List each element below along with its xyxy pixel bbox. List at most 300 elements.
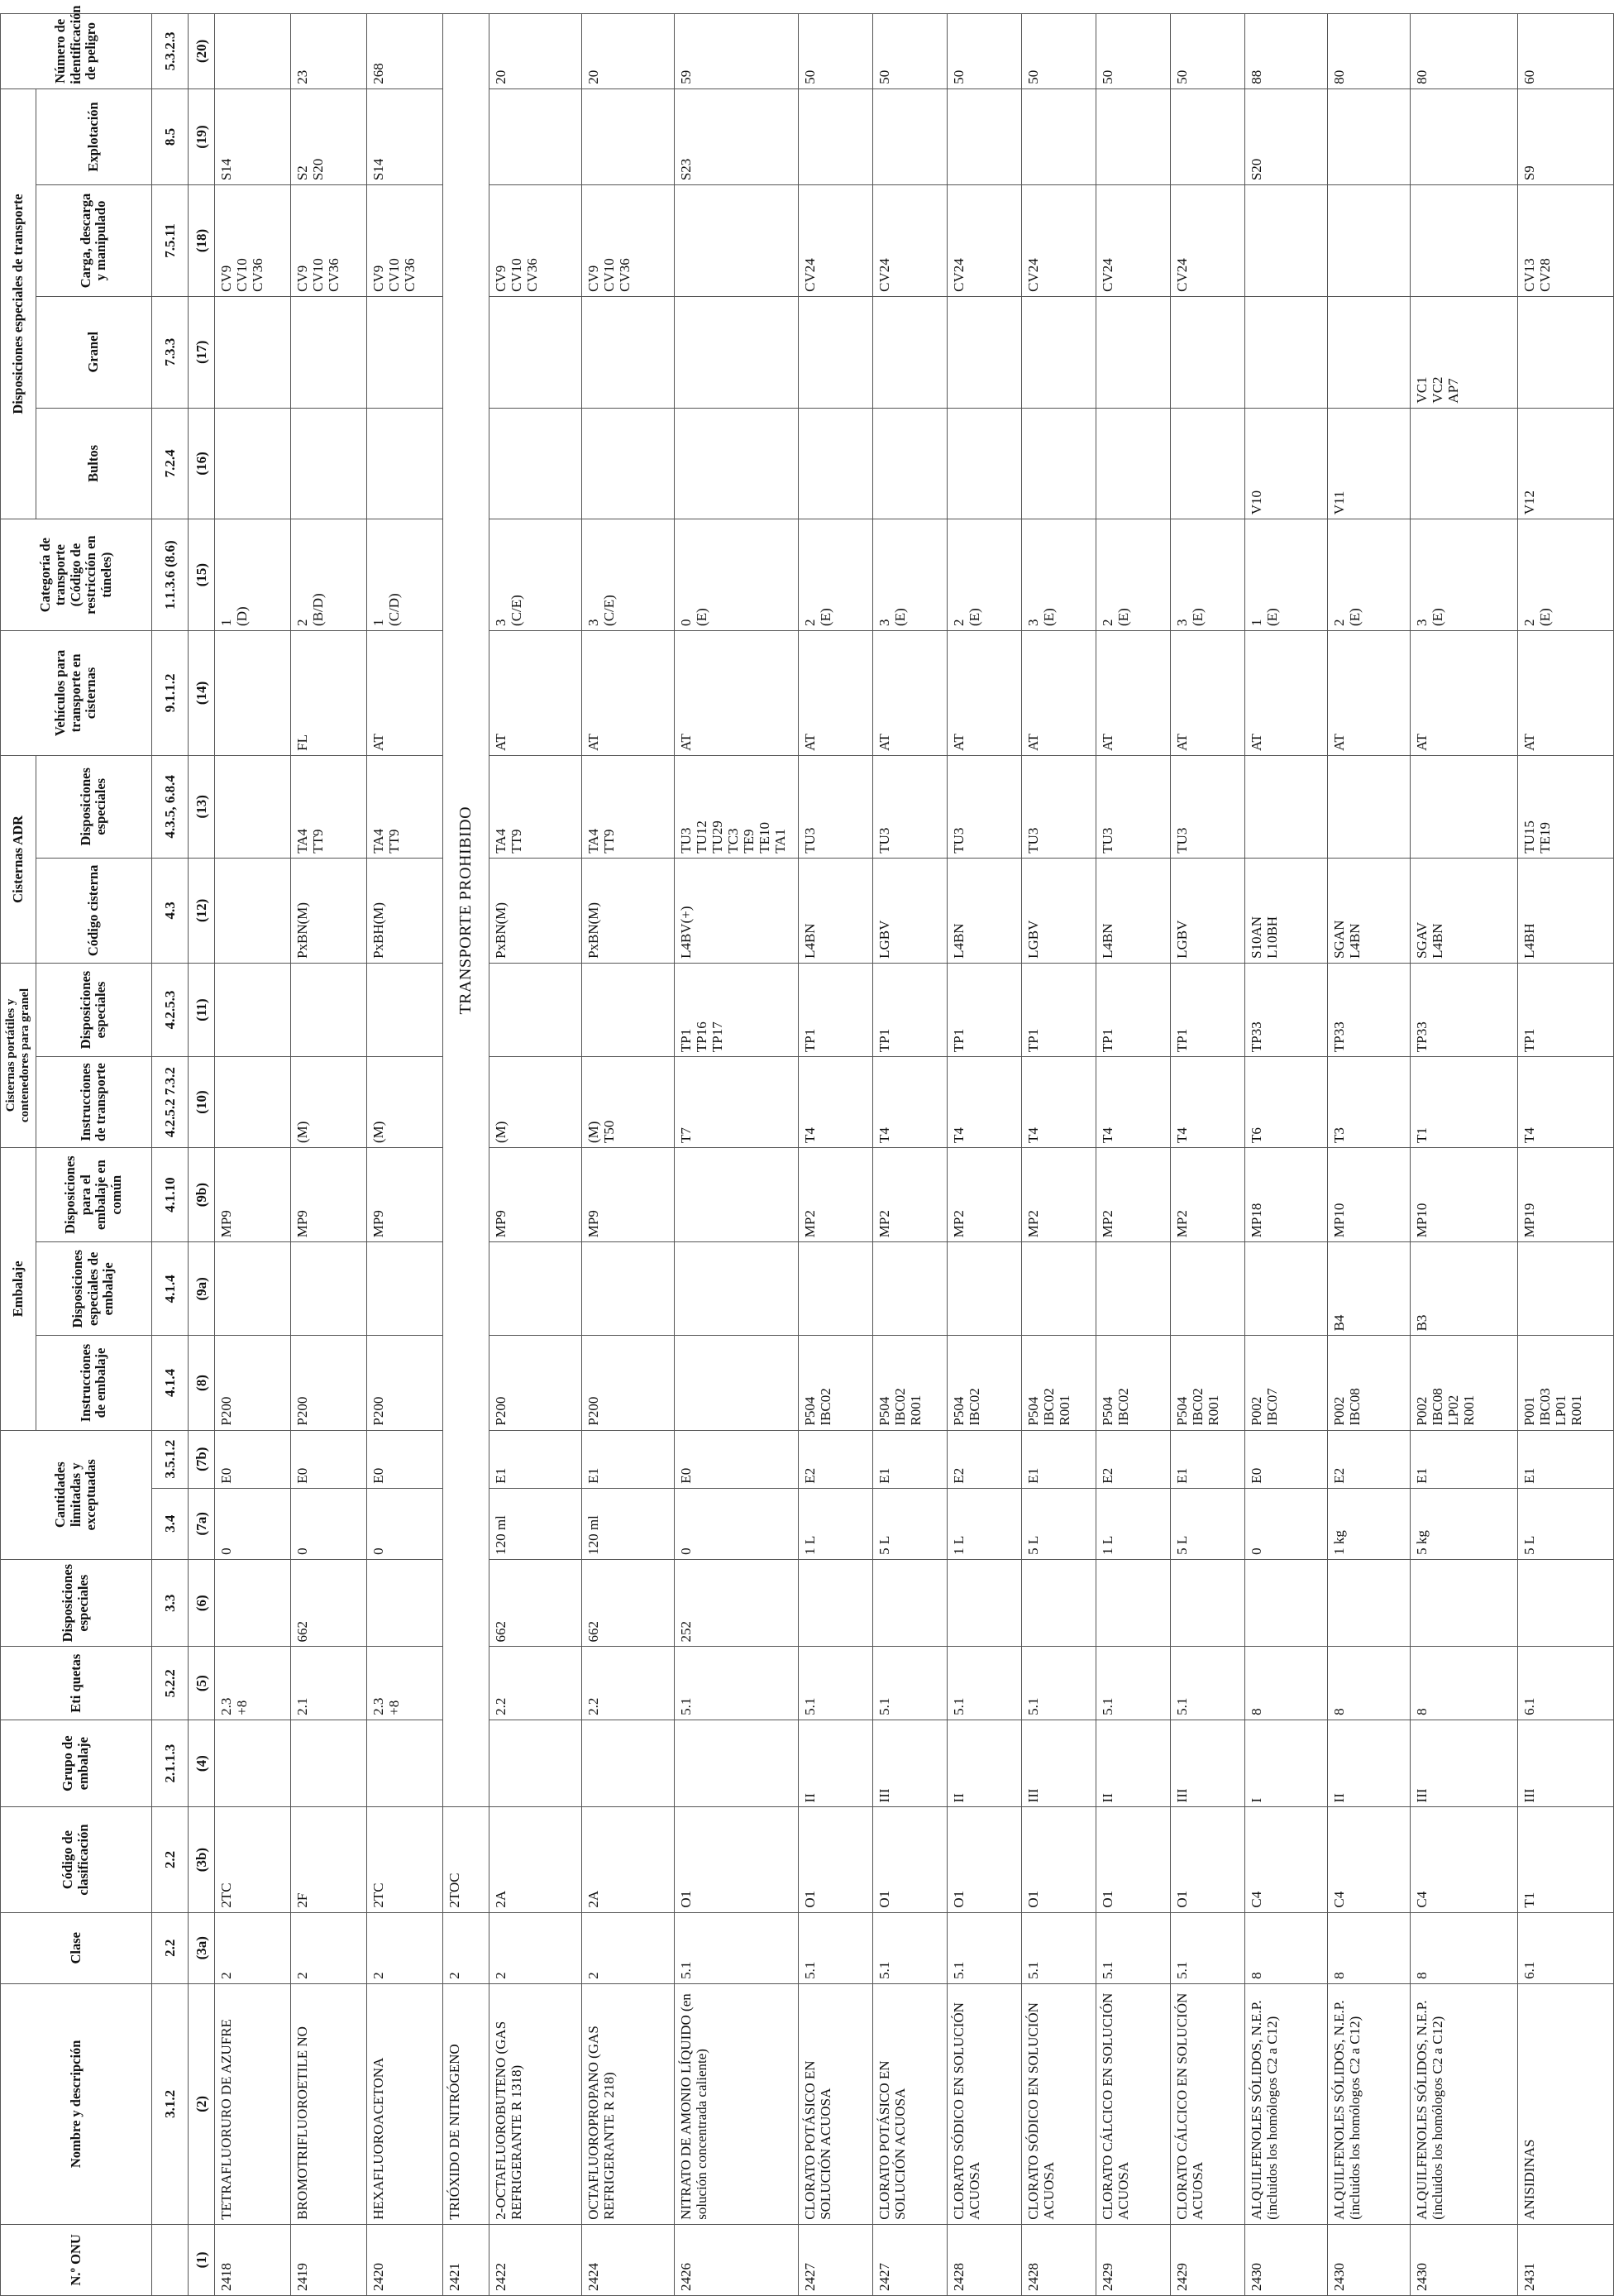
table-cell [674,296,798,408]
column-number-cell: (11) [188,963,214,1056]
table-cell: 50 [947,14,1021,89]
table-cell [1327,755,1410,858]
table-cell: 80 [1327,14,1410,89]
table-cell: LGBV [1170,858,1244,963]
table-cell: AT [1096,630,1170,755]
header-name-description: Nombre y descripción [1,1983,152,2224]
table-cell [1517,296,1613,408]
table-cell: 50 [1021,14,1096,89]
table-cell [581,296,674,408]
table-cell [1096,1242,1170,1336]
table-cell: III [872,1720,947,1807]
table-cell: T4 [1170,1057,1244,1148]
table-cell [366,963,442,1056]
table-cell: SGAN L4BN [1327,858,1410,963]
table-cell: I [1244,1720,1327,1807]
table-cell [674,1336,798,1430]
table-cell: TA4 TT9 [366,755,442,858]
group-header-adr-tanks: Cisternas ADR [1,755,36,963]
table-cell: P504 IBC02 [798,1336,872,1430]
table-cell: 8 [1327,1647,1410,1720]
table-cell: T4 [1021,1057,1096,1148]
table-cell [489,1242,581,1336]
table-cell: 120 ml [489,1488,581,1559]
table-cell: ANISIDINAS [1517,1983,1613,2224]
table-cell: E2 [1096,1430,1170,1488]
table-cell [947,296,1021,408]
ref-cell: 3.5.1.2 [151,1430,188,1488]
table-cell: HEXAFLUOROACETONA [366,1983,442,2224]
table-row [674,14,798,2296]
table-cell [1021,408,1096,519]
header-un-number: N.º ONU [1,2224,152,2295]
table-cell [214,963,290,1056]
table-cell: AT [366,630,442,755]
table-cell [947,1242,1021,1336]
table-cell [1327,185,1410,297]
table-cell: 0 [214,1488,290,1559]
table-cell: 8 [1410,1912,1517,1983]
column-number-cell: (18) [188,185,214,297]
table-row [1327,14,1410,2296]
table-cell: B4 [1327,1242,1410,1336]
table-cell [489,88,581,184]
table-cell: P504 IBC02 R001 [872,1336,947,1430]
table-cell: II [798,1720,872,1807]
table-cell [489,408,581,519]
table-cell: CLORATO SÓDICO EN SOLUCIÓN ACUOSA [947,1983,1021,2224]
table-cell: 2TOC [442,1807,489,1912]
table-cell: (M) [290,1057,366,1148]
column-number-cell: (4) [188,1720,214,1807]
header-transport-category: Categoría de transporte (Código de restricción en túneles) [1,519,152,631]
table-cell: 59 [674,14,798,89]
table-cell: E0 [366,1430,442,1488]
ref-cell: 1.1.3.6 (8.6) [151,519,188,631]
table-cell: E2 [798,1430,872,1488]
ref-cell: 7.5.11 [151,185,188,297]
table-cell: 8 [1410,1647,1517,1720]
table-cell: 3 (C/E) [581,519,674,631]
table-cell [1327,88,1410,184]
table-cell: 2 [581,1912,674,1983]
table-cell [290,1720,366,1807]
table-cell: CLORATO CÁLCICO EN SOLUCIÓN ACUOSA [1096,1983,1170,2224]
dangerous-goods-table [0,5,1614,2296]
table-cell: PxBN(M) [290,858,366,963]
table-cell [290,296,366,408]
ref-cell: 9.1.1.2 [151,630,188,755]
ref-cell: 4.1.10 [151,1148,188,1242]
table-cell: TU3 [872,755,947,858]
table-cell: O1 [1096,1807,1170,1912]
table-cell [947,88,1021,184]
table-cell: 5.1 [947,1647,1021,1720]
table-cell [1244,296,1327,408]
table-cell: (M) [366,1057,442,1148]
column-number-cell: (3b) [188,1807,214,1912]
table-cell [798,296,872,408]
table-cell: 6.1 [1517,1912,1613,1983]
table-cell: T1 [1517,1807,1613,1912]
header-hazard-id-number: Número de identificación de peligro [1,14,152,89]
table-cell: AT [489,630,581,755]
header-portable-tank-special: Disposiciones especiales [36,963,151,1056]
table-cell: MP9 [290,1148,366,1242]
table-cell: 2 [366,1912,442,1983]
table-cell: 0 [1244,1488,1327,1559]
table-cell: CV9 CV10 CV36 [489,185,581,297]
table-cell [1517,1559,1613,1647]
table-cell [1021,296,1096,408]
table-cell [290,1242,366,1336]
table-cell [872,408,947,519]
table-cell: OCTAFLUOROPROPANO (GAS REFRIGERANTE R 218) [581,1983,674,2224]
table-cell: P200 [489,1336,581,1430]
column-number-cell: (1) [188,2224,214,2295]
column-number-cell: (7b) [188,1430,214,1488]
table-row [581,14,674,2296]
table-cell: P504 IBC02 R001 [1170,1336,1244,1430]
table-cell: 252 [674,1559,798,1647]
table-cell: 1 L [947,1488,1021,1559]
table-cell [1244,1559,1327,1647]
table-row [1170,14,1244,2296]
table-cell: 5 L [1517,1488,1613,1559]
table-cell: T4 [1517,1057,1613,1148]
table-cell: 5.1 [1170,1912,1244,1983]
table-cell: MP2 [1021,1148,1096,1242]
header-mixed-packing: Disposiciones para el embalaje en común [36,1148,151,1242]
table-cell: S10AN L10BH [1244,858,1327,963]
table-cell: ALQUILFENOLES SÓLIDOS, N.E.P. (incluidos los homólogos C2 a C12) [1244,1983,1327,2224]
table-cell: 1 (E) [1244,519,1327,631]
column-number-cell: (16) [188,408,214,519]
reference-row [151,14,188,2296]
table-cell [1096,296,1170,408]
table-cell: 2420 [366,2224,442,2295]
table-cell: P002 IBC07 [1244,1336,1327,1430]
table-cell [214,296,290,408]
table-cell: 50 [872,14,947,89]
header-tank-special: Disposiciones especiales [36,755,151,858]
table-cell: 2426 [674,2224,798,2295]
table-cell: S14 [366,88,442,184]
table-cell: P200 [214,1336,290,1430]
table-cell: PxBN(M) [581,858,674,963]
header-transport-instructions: Instrucciones de transporte [36,1057,151,1148]
table-cell [1170,1559,1244,1647]
table-cell: II [1096,1720,1170,1807]
table-cell [581,963,674,1056]
column-number-cell: (2) [188,1983,214,2224]
table-cell [798,1242,872,1336]
table-cell: 5.1 [674,1647,798,1720]
table-cell: O1 [1021,1807,1096,1912]
table-cell: P504 IBC02 [1096,1336,1170,1430]
table-cell: TA4 TT9 [290,755,366,858]
table-cell: 1 L [1096,1488,1170,1559]
table-cell: CV24 [947,185,1021,297]
table-row [798,14,872,2296]
table-cell [1517,1242,1613,1336]
table-cell: III [1021,1720,1096,1807]
table-cell: 5.1 [674,1912,798,1983]
table-cell: 2427 [872,2224,947,2295]
header-bulk: Granel [36,296,151,408]
header-packing-group: Grupo de embalaje [1,1720,152,1807]
table-cell: MP19 [1517,1148,1613,1242]
table-cell: 1 kg [1327,1488,1410,1559]
table-cell: MP2 [1096,1148,1170,1242]
header-packing-instructions: Instrucciones de embalaje [36,1336,151,1430]
table-cell: TP33 [1410,963,1517,1056]
table-cell: T7 [674,1057,798,1148]
table-cell: AT [872,630,947,755]
table-cell [872,1559,947,1647]
table-cell: LGBV [1021,858,1096,963]
table-cell: L4BV(+) [674,858,798,963]
table-cell: 2 [442,1912,489,1983]
table-cell: 2.2 [581,1647,674,1720]
table-cell: III [1410,1720,1517,1807]
table-cell: TP1 [798,963,872,1056]
table-cell: MP2 [872,1148,947,1242]
table-cell [1410,185,1517,297]
table-cell: 8 [1327,1912,1410,1983]
table-cell: 5.1 [798,1647,872,1720]
ref-cell: 8.5 [151,88,188,184]
table-cell: T4 [1096,1057,1170,1148]
table-cell: TU3 [1170,755,1244,858]
ref-cell: 2.1.1.3 [151,1720,188,1807]
table-cell: TP1 [1170,963,1244,1056]
table-cell: MP2 [947,1148,1021,1242]
table-cell: CV9 CV10 CV36 [366,185,442,297]
table-cell: CV9 CV10 CV36 [290,185,366,297]
table-cell: 3 (C/E) [489,519,581,631]
table-cell: L4BN [1096,858,1170,963]
table-cell: 1 L [798,1488,872,1559]
table-cell [581,1720,674,1807]
ref-cell: 2.2 [151,1807,188,1912]
table-cell [798,408,872,519]
table-cell: E1 [1170,1430,1244,1488]
table-cell: CV9 CV10 CV36 [214,185,290,297]
table-cell: L4BN [947,858,1021,963]
table-cell: MP9 [489,1148,581,1242]
table-cell: 8 [1244,1647,1327,1720]
table-cell: 2 (E) [1327,519,1410,631]
column-number-cell: (15) [188,519,214,631]
table-row [1244,14,1327,2296]
table-cell: MP9 [581,1148,674,1242]
table-cell: CV13 CV28 [1517,185,1613,297]
table-cell: AT [1021,630,1096,755]
table-cell: O1 [674,1807,798,1912]
table-row [1517,14,1613,2296]
table-cell: E2 [947,1430,1021,1488]
table-row [489,14,581,2296]
table-cell [366,1720,442,1807]
ref-cell: 3.3 [151,1559,188,1647]
table-cell: VC1 VC2 AP7 [1410,296,1517,408]
table-cell [1410,1559,1517,1647]
table-cell: 2TC [214,1807,290,1912]
table-cell: T3 [1327,1057,1410,1148]
table-cell [1410,88,1517,184]
ref-cell: 5.3.2.3 [151,14,188,89]
table-cell: 2 (B/D) [290,519,366,631]
table-cell [1244,1242,1327,1336]
table-cell: P504 IBC02 R001 [1021,1336,1096,1430]
table-cell: E0 [1244,1430,1327,1488]
group-header-packaging: Embalaje [1,1148,36,1431]
table-cell: ALQUILFENOLES SÓLIDOS, N.E.P. (incluidos los homólogos C2 a C12) [1410,1983,1517,2224]
table-cell [581,408,674,519]
ref-cell: 7.3.3 [151,296,188,408]
table-cell: TP1 [1021,963,1096,1056]
table-cell [489,296,581,408]
table-cell: 2424 [581,2224,674,2295]
table-cell: 0 (E) [674,519,798,631]
table-cell: 2A [489,1807,581,1912]
table-cell: E0 [214,1430,290,1488]
table-cell [366,1559,442,1647]
table-cell [1410,408,1517,519]
table-row [947,14,1021,2296]
table-cell: L4BH [1517,858,1613,963]
table-cell: TP1 TP16 TP17 [674,963,798,1056]
table-cell: E1 [1517,1430,1613,1488]
table-cell [674,1720,798,1807]
table-cell [366,1242,442,1336]
table-cell: P002 IBC08 [1327,1336,1410,1430]
table-cell: 5.1 [798,1912,872,1983]
table-cell: 50 [1170,14,1244,89]
ref-cell: 4.2.5.2 7.3.2 [151,1057,188,1148]
table-cell: SGAV L4BN [1410,858,1517,963]
table-cell: CLORATO POTÁSICO EN SOLUCIÓN ACUOSA [798,1983,872,2224]
table-cell [1410,755,1517,858]
column-number-cell: (14) [188,630,214,755]
table-row [290,14,366,2296]
table-cell: 2 (E) [1517,519,1613,631]
table-cell: O1 [1170,1807,1244,1912]
column-number-row [188,14,214,2296]
table-cell: B3 [1410,1242,1517,1336]
table-cell: AT [1244,630,1327,755]
table-cell [214,14,290,89]
table-cell: 2-OCTAFLUOROBUTENO (GAS REFRIGERANTE R 1318) [489,1983,581,2224]
ref-cell: 3.4 [151,1488,188,1559]
table-cell: V12 [1517,408,1613,519]
table-cell: T4 [798,1057,872,1148]
transport-prohibited-cell: TRANSPORTE PROHIBIDO [442,14,489,1807]
table-cell: 5.1 [872,1647,947,1720]
table-cell: CLORATO CÁLCICO EN SOLUCIÓN ACUOSA [1170,1983,1244,2224]
table-cell [214,1559,290,1647]
table-cell: 2.3 +8 [214,1647,290,1720]
table-row [1021,14,1096,2296]
table-cell: MP2 [1170,1148,1244,1242]
table-cell: 5 L [872,1488,947,1559]
table-cell: II [947,1720,1021,1807]
table-cell: TA4 TT9 [489,755,581,858]
table-cell [1327,296,1410,408]
table-cell: L4BN [798,858,872,963]
table-cell [674,1148,798,1242]
table-cell [1244,755,1327,858]
table-body [214,14,1613,2296]
table-cell: TU3 [798,755,872,858]
table-cell: TRIÓXIDO DE NITRÓGENO [442,1983,489,2224]
table-cell [366,408,442,519]
table-cell: 2.3 +8 [366,1647,442,1720]
table-cell [1096,1559,1170,1647]
table-cell: TP1 [872,963,947,1056]
ref-cell: 4.1.4 [151,1242,188,1336]
table-cell: 662 [290,1559,366,1647]
column-number-cell: (5) [188,1647,214,1720]
table-cell: 8 [1244,1912,1327,1983]
table-cell: S20 [1244,88,1327,184]
table-cell: 2 (E) [947,519,1021,631]
table-cell [674,1242,798,1336]
table-cell: MP2 [798,1148,872,1242]
table-cell [872,1242,947,1336]
table-cell: 5 L [1170,1488,1244,1559]
table-cell: 5.1 [947,1912,1021,1983]
header-labels: Eti quetas [1,1647,152,1720]
table-cell: TP33 [1327,963,1410,1056]
table-cell: V11 [1327,408,1410,519]
table-cell: 5.1 [1096,1647,1170,1720]
table-cell: 2429 [1096,2224,1170,2295]
table-cell: II [1327,1720,1410,1807]
table-cell [581,1242,674,1336]
column-number-cell: (20) [188,14,214,89]
table-cell: 2 [214,1912,290,1983]
table-cell: 1 (C/D) [366,519,442,631]
table-cell: AT [1327,630,1410,755]
ref-cell: 4.1.4 [151,1336,188,1430]
table-cell: C4 [1327,1807,1410,1912]
table-row [872,14,947,2296]
header-classification-code: Código de clasificación [1,1807,152,1912]
table-cell: MP18 [1244,1148,1327,1242]
table-cell: 2A [581,1807,674,1912]
table-cell [674,408,798,519]
table-cell: P504 IBC02 [947,1336,1021,1430]
table-cell: 2 [290,1912,366,1983]
table-cell: 3 (E) [1021,519,1096,631]
table-cell [1170,296,1244,408]
table-cell: FL [290,630,366,755]
table-cell [1096,408,1170,519]
header-class: Clase [1,1912,152,1983]
table-cell: 3 (E) [1410,519,1517,631]
table-cell: 0 [674,1488,798,1559]
table-cell: 80 [1410,14,1517,89]
table-cell: TP33 [1244,963,1327,1056]
table-cell: T4 [947,1057,1021,1148]
header-packing-special-provisions: Disposiciones especiales de embalaje [36,1242,151,1336]
ref-cell [151,2224,188,2295]
table-cell: PxBH(M) [366,858,442,963]
table-cell: 2F [290,1807,366,1912]
table-cell: TU3 TU12 TU29 TC3 TE9 TE10 TA1 [674,755,798,858]
